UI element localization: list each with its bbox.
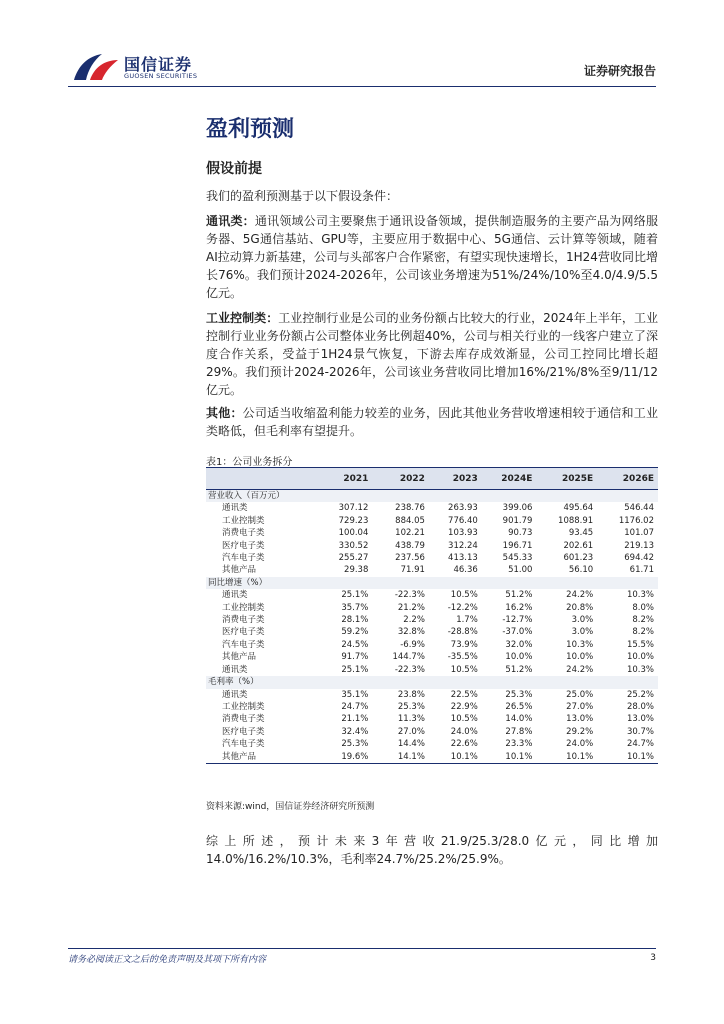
value-cell: -35.5%: [447, 652, 478, 663]
value-cell: 46.36: [453, 565, 478, 576]
row-label-cell: 汽车电子类: [222, 739, 265, 750]
value-cell: 32.8%: [397, 627, 425, 638]
value-cell: 729.23: [338, 515, 369, 526]
table-row: [206, 502, 658, 514]
column-header: 2023: [452, 473, 478, 484]
table-section-row: [206, 577, 658, 589]
report-type: 证券研究报告: [583, 64, 656, 78]
page-header: [0, 0, 724, 90]
table-row: [206, 589, 658, 601]
value-cell: 10.3%: [626, 590, 654, 601]
value-cell: 3.0%: [571, 615, 594, 626]
paragraph-text: 通讯领域公司主要聚焦于通讯设备领域，提供制造服务的主要产品为网络服务器、5G通信基站、GPU等，主要应用于数据中心、5G通信、云计算等领域，随着AI拉动算力新基建，公司与头部客户合作紧密，有望实现快速增长，1H24营收同比增长76%。我们预计2024-2026年，公司该业务增速为51%/24%/10%至4.0/4.9/5.5亿元。: [206, 214, 658, 300]
row-label-cell: 医疗电子类: [222, 540, 265, 551]
table-row: [206, 564, 658, 576]
value-cell: 13.0%: [566, 714, 594, 725]
value-cell: 237.56: [395, 553, 425, 564]
value-cell: 22.6%: [450, 739, 478, 750]
value-cell: 330.52: [338, 540, 369, 551]
row-label-cell: 医疗电子类: [222, 726, 265, 737]
header-divider: [68, 86, 656, 87]
row-label-cell: 通讯类: [222, 664, 248, 675]
row-label-cell: 工业控制类: [222, 602, 265, 613]
footer-divider: [68, 948, 656, 949]
column-header: 2026E: [622, 473, 654, 484]
table-section-row: [206, 490, 658, 503]
value-cell: 27.0%: [397, 726, 425, 737]
table-source: 资料来源:wind，国信证券经济研究所预测: [206, 802, 375, 812]
value-cell: 776.40: [448, 515, 478, 526]
section-title: 假设前提: [206, 161, 262, 177]
business-breakdown-table: [206, 467, 658, 764]
value-cell: 10.5%: [450, 714, 478, 725]
value-cell: 14.1%: [372, 751, 429, 764]
value-cell: 24.2%: [566, 664, 594, 675]
value-cell: 10.1%: [482, 751, 537, 764]
value-cell: 24.5%: [341, 639, 369, 650]
value-cell: -12.2%: [447, 602, 478, 613]
table-header-row: [206, 468, 658, 490]
logo-mark-icon: [72, 50, 120, 84]
row-label-cell: 医疗电子类: [222, 627, 265, 638]
value-cell: -37.0%: [502, 627, 533, 638]
value-cell: 307.12: [338, 503, 369, 514]
value-cell: 10.1%: [536, 751, 597, 764]
logo-text-en: GUOSEN SECURITIES: [124, 72, 198, 80]
value-cell: 25.3%: [505, 689, 533, 700]
column-header: 2025E: [561, 473, 594, 484]
value-cell: 8.2%: [632, 627, 654, 638]
value-cell: 14.4%: [397, 739, 425, 750]
value-cell: 694.42: [624, 553, 654, 564]
row-label-cell: 汽车电子类: [222, 639, 265, 650]
value-cell: 21.1%: [341, 714, 369, 725]
value-cell: 144.7%: [392, 652, 425, 663]
paragraph-label: 其他：: [206, 406, 243, 420]
value-cell: 601.23: [563, 553, 594, 564]
value-cell: 27.8%: [505, 726, 533, 737]
value-cell: 10.5%: [450, 664, 478, 675]
value-cell: 25.0%: [566, 689, 594, 700]
page-number: 3: [650, 953, 656, 963]
value-cell: 23.3%: [505, 739, 533, 750]
row-label-cell: 通讯类: [222, 590, 248, 601]
value-cell: 102.21: [395, 528, 425, 539]
table-row: [206, 726, 658, 738]
section-title-cell: 营业收入（百万元）: [206, 490, 658, 503]
table-row: [206, 626, 658, 638]
value-cell: 101.07: [624, 528, 654, 539]
value-cell: 202.61: [563, 540, 594, 551]
paragraph-telecom: [206, 212, 658, 302]
row-label-cell: 通讯类: [222, 503, 248, 514]
table-row: [206, 651, 658, 663]
value-cell: 196.71: [502, 540, 533, 551]
value-cell: 32.0%: [505, 639, 533, 650]
value-cell: 20.8%: [566, 602, 594, 613]
table-row: [206, 664, 658, 676]
value-cell: 24.0%: [566, 739, 594, 750]
value-cell: 438.79: [395, 540, 425, 551]
value-cell: 3.0%: [571, 627, 594, 638]
value-cell: 25.1%: [341, 590, 369, 601]
value-cell: 21.2%: [397, 602, 425, 613]
row-label-cell: 其他产品: [222, 652, 257, 663]
table-body: [206, 490, 658, 764]
table-row: [206, 602, 658, 614]
value-cell: 884.05: [395, 515, 425, 526]
paragraph-other: [206, 404, 658, 440]
value-cell: 413.13: [448, 553, 478, 564]
value-cell: 73.9%: [450, 639, 478, 650]
value-cell: 10.1%: [429, 751, 482, 764]
value-cell: 10.3%: [566, 639, 594, 650]
value-cell: 28.0%: [626, 701, 654, 712]
value-cell: -28.8%: [447, 627, 478, 638]
row-label-cell: 消费电子类: [222, 615, 265, 626]
table-row: [206, 751, 658, 764]
value-cell: 35.1%: [341, 689, 369, 700]
footer-disclaimer: 请务必阅读正文之后的免责声明及其项下所有内容: [68, 955, 267, 965]
row-label-cell: 工业控制类: [222, 515, 265, 526]
value-cell: 29.38: [344, 565, 369, 576]
page-title: 盈利预测: [206, 117, 295, 142]
guosen-logo: [72, 50, 212, 84]
value-cell: 1176.02: [618, 515, 654, 526]
value-cell: 25.3%: [397, 701, 425, 712]
value-cell: 545.33: [502, 553, 533, 564]
value-cell: 14.0%: [505, 714, 533, 725]
value-cell: 1.7%: [456, 615, 478, 626]
value-cell: 59.2%: [341, 627, 369, 638]
value-cell: 10.5%: [450, 590, 478, 601]
value-cell: 51.2%: [505, 590, 533, 601]
column-header: 2022: [399, 473, 425, 484]
intro-text: 我们的盈利预测基于以下假设条件：: [206, 189, 399, 203]
value-cell: 51.2%: [505, 664, 533, 675]
value-cell: 22.9%: [450, 701, 478, 712]
value-cell: 25.1%: [341, 664, 369, 675]
value-cell: 255.27: [338, 553, 369, 564]
value-cell: 26.5%: [505, 701, 533, 712]
value-cell: 24.0%: [450, 726, 478, 737]
value-cell: 28.1%: [341, 615, 369, 626]
table-row: [206, 701, 658, 713]
row-label-cell: 其他产品: [222, 565, 257, 576]
table-row: [206, 515, 658, 527]
value-cell: 312.24: [448, 540, 478, 551]
value-cell: 30.7%: [626, 726, 654, 737]
summary-text: [206, 832, 658, 868]
table-caption: 表1：公司业务拆分: [206, 457, 293, 468]
value-cell: 93.45: [568, 528, 594, 539]
value-cell: 100.04: [338, 528, 369, 539]
value-cell: 8.2%: [632, 615, 654, 626]
value-cell: 24.7%: [626, 739, 654, 750]
row-label-cell: 通讯类: [222, 689, 248, 700]
value-cell: 546.44: [624, 503, 654, 514]
value-cell: 399.06: [502, 503, 533, 514]
value-cell: 901.79: [502, 515, 533, 526]
summary-line: 综上所述，预计未来3年营收21.9/25.3/28.0亿元，同比增加: [206, 834, 658, 848]
value-cell: 56.10: [568, 565, 594, 576]
value-cell: 10.0%: [505, 652, 533, 663]
value-cell: 11.3%: [397, 714, 425, 725]
column-header: [206, 468, 320, 490]
table-row: [206, 738, 658, 750]
table-row: [206, 689, 658, 701]
value-cell: 15.5%: [626, 639, 654, 650]
value-cell: 25.3%: [341, 739, 369, 750]
table-row: [206, 540, 658, 552]
paragraph-label: 工业控制类：: [206, 311, 279, 325]
section-title-cell: 同比增速（%）: [206, 577, 658, 589]
table-row: [206, 639, 658, 651]
table-row: [206, 614, 658, 626]
column-header: 2021: [343, 473, 369, 484]
row-label-cell: 其他产品: [206, 751, 320, 764]
paragraph-industrial: [206, 309, 658, 399]
value-cell: 219.13: [624, 540, 654, 551]
value-cell: 24.2%: [566, 590, 594, 601]
column-header: 2024E: [501, 473, 533, 484]
paragraph-text: 公司适当收缩盈利能力较差的业务，因此其他业务营收增速相较于通信和工业类略低，但毛利率有望提升。: [206, 406, 658, 438]
value-cell: 2.2%: [403, 615, 425, 626]
table-row: [206, 713, 658, 725]
row-label-cell: 汽车电子类: [222, 553, 265, 564]
value-cell: 10.3%: [626, 664, 654, 675]
value-cell: 16.2%: [505, 602, 533, 613]
value-cell: -22.3%: [394, 590, 425, 601]
section-title-cell: 毛利率（%）: [206, 676, 658, 688]
value-cell: 71.91: [400, 565, 425, 576]
value-cell: 32.4%: [341, 726, 369, 737]
summary-line: 14.0%/16.2%/10.3%，毛利率24.7%/25.2%/25.9%。: [206, 852, 511, 866]
value-cell: 1088.91: [558, 515, 594, 526]
value-cell: 8.0%: [632, 602, 654, 613]
value-cell: 23.8%: [397, 689, 425, 700]
value-cell: 91.7%: [341, 652, 369, 663]
value-cell: 103.93: [448, 528, 478, 539]
table-section-row: [206, 676, 658, 688]
value-cell: 238.76: [395, 503, 425, 514]
value-cell: 61.71: [629, 565, 654, 576]
value-cell: 263.93: [448, 503, 478, 514]
value-cell: -22.3%: [394, 664, 425, 675]
value-cell: 10.1%: [597, 751, 658, 764]
row-label-cell: 工业控制类: [222, 701, 265, 712]
value-cell: 27.0%: [566, 701, 594, 712]
value-cell: 25.2%: [626, 689, 654, 700]
value-cell: -12.7%: [502, 615, 533, 626]
value-cell: 51.00: [508, 565, 533, 576]
value-cell: 19.6%: [320, 751, 372, 764]
value-cell: 90.73: [508, 528, 533, 539]
value-cell: 10.0%: [566, 652, 594, 663]
paragraph-label: 通讯类：: [206, 214, 255, 228]
row-label-cell: 消费电子类: [222, 714, 265, 725]
value-cell: 495.64: [563, 503, 594, 514]
row-label-cell: 消费电子类: [222, 528, 265, 539]
value-cell: 13.0%: [626, 714, 654, 725]
value-cell: 10.0%: [626, 652, 654, 663]
value-cell: -6.9%: [400, 639, 425, 650]
paragraph-text: 工业控制行业是公司的业务份额占比较大的行业，2024年上半年，工业控制行业业务份额占公司整体业务比例超40%，公司与相关行业的一线客户建立了深度合作关系，受益于1H24景气恢复，下游去库存成效渐显，公司工控同比增长超29%。我们预计2024-2026年，公司该业务营收同比增加16%/21%/8%至9/11/12亿元。: [206, 311, 658, 397]
table-row: [206, 527, 658, 539]
value-cell: 24.7%: [341, 701, 369, 712]
logo-text-cn: 国信证券: [124, 55, 193, 74]
value-cell: 22.5%: [450, 689, 478, 700]
value-cell: 29.2%: [566, 726, 594, 737]
value-cell: 35.7%: [341, 602, 369, 613]
table-row: [206, 552, 658, 564]
